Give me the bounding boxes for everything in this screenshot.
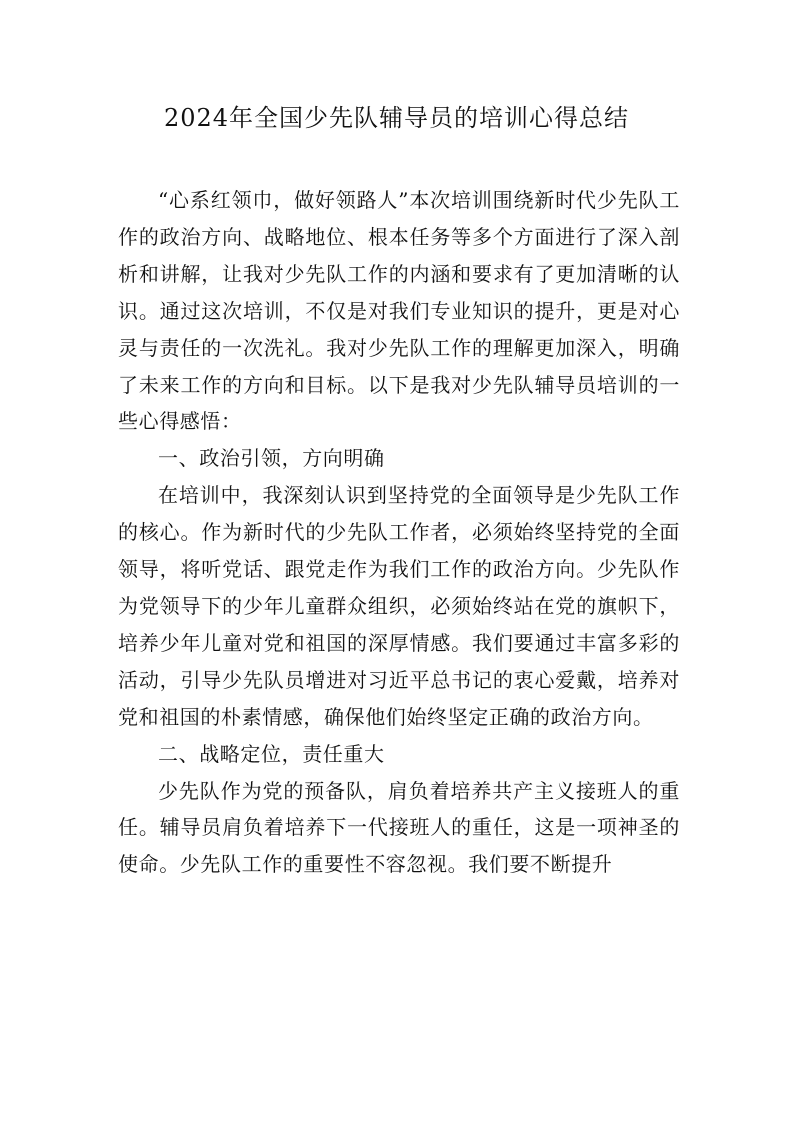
paragraph-intro: “心系红领巾，做好领路人”本次培训围绕新时代少先队工作的政治方向、战略地位、根本任务等多个方面进行了深入剖析和讲解，让我对少先队工作的内涵和要求有了更加清晰的认识。通过这次培训，不仅是对我们专业知识的提升，更是对心灵与责任的一次洗礼。我对少先队工作的理解更加深入，明确了未来工作的方向和目标。以下是我对少先队辅导员培训的一些心得感悟： <box>118 188 680 434</box>
document-body <box>118 182 680 883</box>
section-heading-2: 二、战略定位，责任重大 <box>158 741 385 766</box>
paragraph-section-2: 少先队作为党的预备队，肩负着培养共产主义接班人的重任。辅导员肩负着培养下一代接班人的重任，这是一项神圣的使命。少先队工作的重要性不容忽视。我们要不断提升 <box>118 778 680 877</box>
section-heading-1: 一、政治引领，方向明确 <box>158 446 385 471</box>
document-title: 2024年全国少先队辅导员的培训心得总结 <box>163 104 630 132</box>
paragraph-section-1: 在培训中，我深刻认识到坚持党的全面领导是少先队工作的核心。作为新时代的少先队工作者，必须始终坚持党的全面领导，将听党话、跟党走作为我们工作的政治方向。少先队作为党领导下的少年儿童群众组织，必须始终站在党的旗帜下，培养少年儿童对党和祖国的深厚情感。我们要通过丰富多彩的活动，引导少先队员增进对习近平总书记的衷心爱戴，培养对党和祖国的朴素情感，确保他们始终坚定正确的政治方向。 <box>118 483 680 729</box>
